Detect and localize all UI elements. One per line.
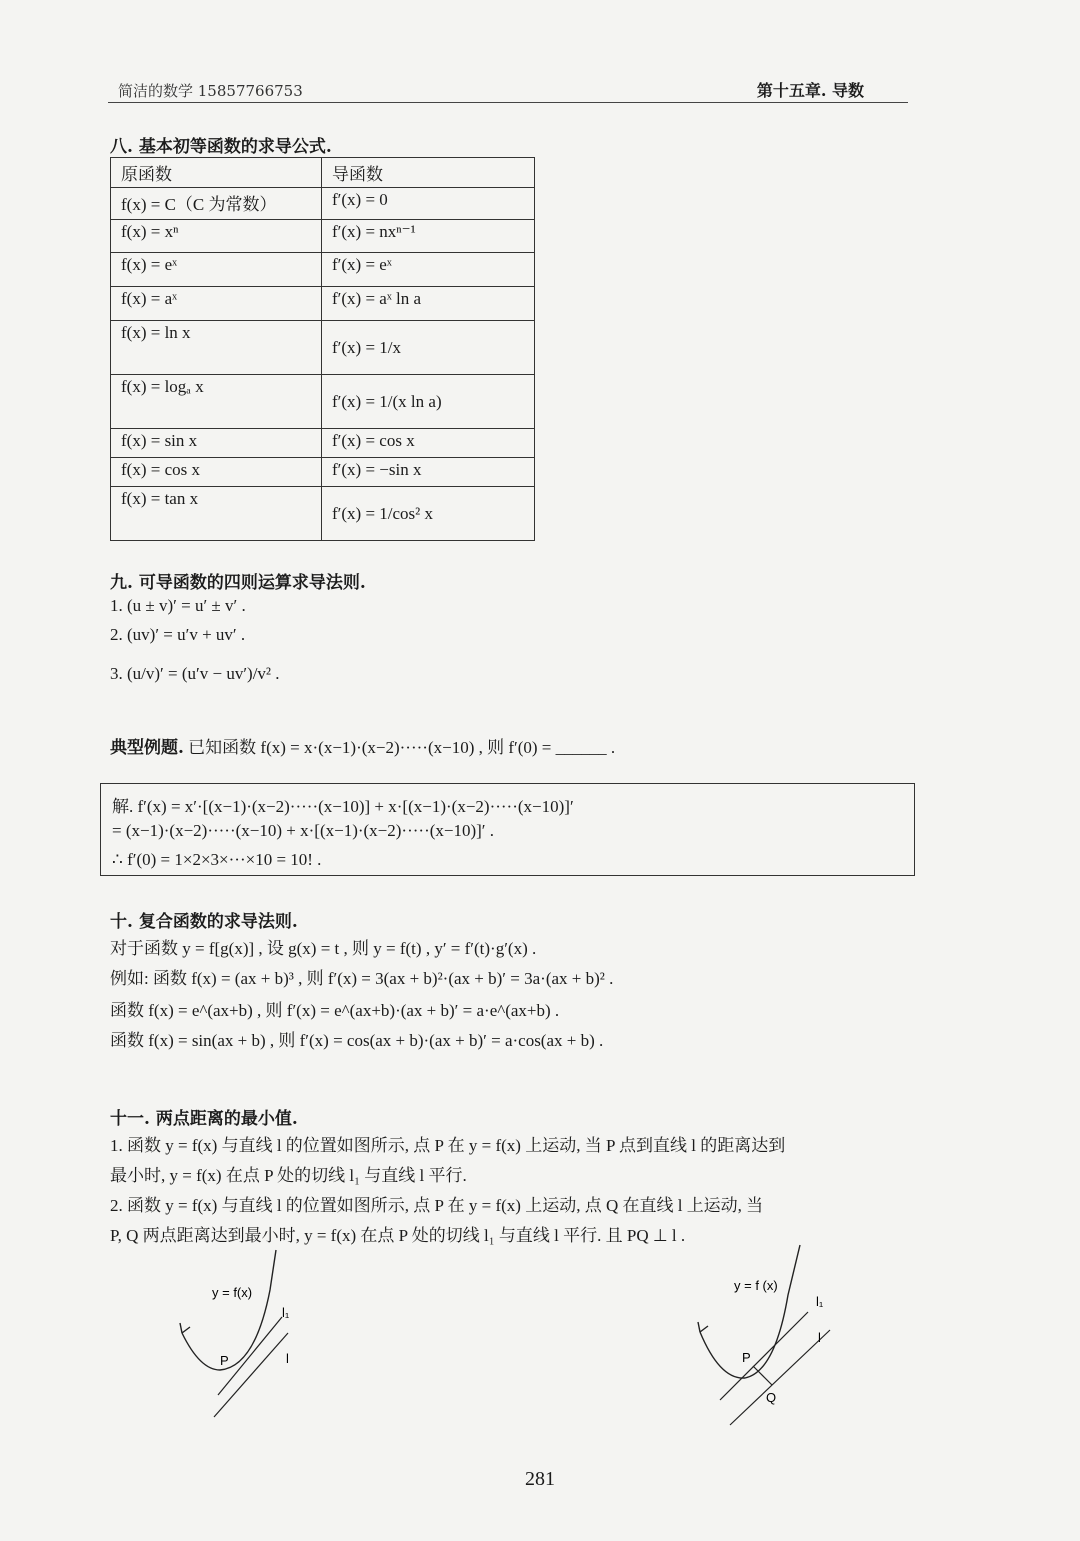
table-row — [111, 220, 535, 253]
table-row — [111, 253, 535, 287]
table-cell: f(x) = C（C 为常数） — [111, 188, 322, 220]
section11-line-2: 最小时, y = f(x) 在点 P 处的切线 l₁ 与直线 l 平行. — [110, 1166, 467, 1185]
derivative-table — [110, 157, 535, 541]
table-cell: f(x) = tan x — [111, 487, 322, 541]
solution-line-1: 解. f′(x) = x′·[(x−1)·(x−2)·····(x−10)] + x·[(x−1)·(x−2)·····(x−10)]′ — [112, 797, 574, 816]
col-header-original: 原函数 — [111, 158, 322, 188]
header-left: 简洁的数学 15857766753 — [118, 82, 303, 100]
header-rule — [108, 102, 908, 103]
example-text: 已知函数 f(x) = x·(x−1)·(x−2)·····(x−10) , 则 f′(0) = ______ . — [188, 738, 616, 757]
figure1-line-label: l — [286, 1351, 289, 1366]
figure-min-distance — [690, 1240, 860, 1440]
section10-line-1: 对于函数 y = f[g(x)] , 设 g(x) = t , 则 y = f(t) , y′ = f′(t)·g′(x) . — [110, 939, 537, 958]
segment-pq — [753, 1366, 772, 1385]
figure2-point-p-label: P — [742, 1350, 751, 1365]
figure1-point-label: P — [220, 1353, 229, 1368]
rule-quotient: 3. (u/v)′ = (u′v − uv′)/v² . — [110, 664, 280, 683]
rule-sum: 1. (u ± v)′ = u′ ± v′ . — [110, 596, 246, 615]
example-line — [110, 733, 615, 758]
table-cell: f(x) = sin x — [111, 429, 322, 458]
table-cell: f′(x) = 1/x — [322, 321, 535, 375]
col-header-derivative: 导函数 — [322, 158, 535, 188]
figure2-curve-label: y = f (x) — [734, 1278, 778, 1293]
rule-product: 2. (uv)′ = u′v + uv′ . — [110, 625, 246, 644]
section10-title: 十. 复合函数的求导法则. — [110, 912, 298, 932]
figure1-tangent-label: l₁ — [282, 1305, 290, 1320]
table-row — [111, 321, 535, 375]
table-cell: f(x) = aˣ — [111, 287, 322, 321]
figure1-curve-label: y = f(x) — [212, 1285, 253, 1300]
table-cell: f(x) = xⁿ — [111, 220, 322, 253]
page-number: 281 — [525, 1468, 555, 1490]
example-label: 典型例题. — [110, 738, 184, 758]
section10-line-3: 函数 f(x) = e^(ax+b) , 则 f′(x) = e^(ax+b)·(ax + b)′ = a·e^(ax+b) . — [110, 1001, 560, 1020]
curve-arrow-icon — [698, 1322, 708, 1332]
figure2-line-label: l — [818, 1330, 821, 1345]
table-cell: f′(x) = −sin x — [322, 458, 535, 487]
table-cell: f(x) = logₐ x — [111, 375, 322, 429]
table-header-row — [111, 158, 535, 188]
figure2-tangent-label: l₁ — [816, 1294, 824, 1309]
table-cell: f′(x) = 1/cos² x — [322, 487, 535, 541]
table-row — [111, 487, 535, 541]
section11-line-1: 1. 函数 y = f(x) 与直线 l 的位置如图所示, 点 P 在 y = f(x) 上运动, 当 P 点到直线 l 的距离达到 — [110, 1136, 786, 1155]
header-right: 第十五章. 导数 — [756, 81, 864, 100]
table-cell: f′(x) = nxⁿ⁻¹ — [322, 220, 535, 253]
table-cell: f(x) = ln x — [111, 321, 322, 375]
figure-tangent-parallel — [170, 1245, 330, 1425]
section10-line-2: 例如: 函数 f(x) = (ax + b)³ , 则 f′(x) = 3(ax + b)²·(ax + b)′ = 3a·(ax + b)² . — [110, 969, 614, 988]
table-row — [111, 458, 535, 487]
tangent-line-l1 — [720, 1312, 808, 1400]
table-cell: f′(x) = 0 — [322, 188, 535, 220]
solution-line-3: ∴ f′(0) = 1×2×3×···×10 = 10! . — [112, 850, 322, 869]
table-cell: f′(x) = aˣ ln a — [322, 287, 535, 321]
curve-y-fx — [182, 1250, 276, 1370]
table-row — [111, 287, 535, 321]
table-cell: f′(x) = cos x — [322, 429, 535, 458]
table-row — [111, 429, 535, 458]
table-cell: f(x) = cos x — [111, 458, 322, 487]
section10-line-4: 函数 f(x) = sin(ax + b) , 则 f′(x) = cos(ax + b)·(ax + b)′ = a·cos(ax + b) . — [110, 1031, 604, 1050]
table-cell: f(x) = eˣ — [111, 253, 322, 287]
section11-line-4: P, Q 两点距离达到最小时, y = f(x) 在点 P 处的切线 l₁ 与直线 l 平行. 且 PQ ⊥ l . — [110, 1226, 686, 1245]
solution-line-2: = (x−1)·(x−2)·····(x−10) + x·[(x−1)·(x−2)·····(x−10)]′ . — [112, 821, 495, 840]
table-row — [111, 375, 535, 429]
section11-line-3: 2. 函数 y = f(x) 与直线 l 的位置如图所示, 点 P 在 y = f(x) 上运动, 点 Q 在直线 l 上运动, 当 — [110, 1196, 764, 1215]
table-cell: f′(x) = eˣ — [322, 253, 535, 287]
table-cell: f′(x) = 1/(x ln a) — [322, 375, 535, 429]
figure2-point-q-label: Q — [766, 1390, 777, 1405]
section8-title: 八. 基本初等函数的求导公式. — [110, 137, 332, 157]
table-row — [111, 188, 535, 220]
section9-title: 九. 可导函数的四则运算求导法则. — [110, 573, 366, 593]
curve-arrow-icon — [180, 1323, 190, 1333]
section11-title: 十一. 两点距离的最小值. — [110, 1109, 298, 1129]
